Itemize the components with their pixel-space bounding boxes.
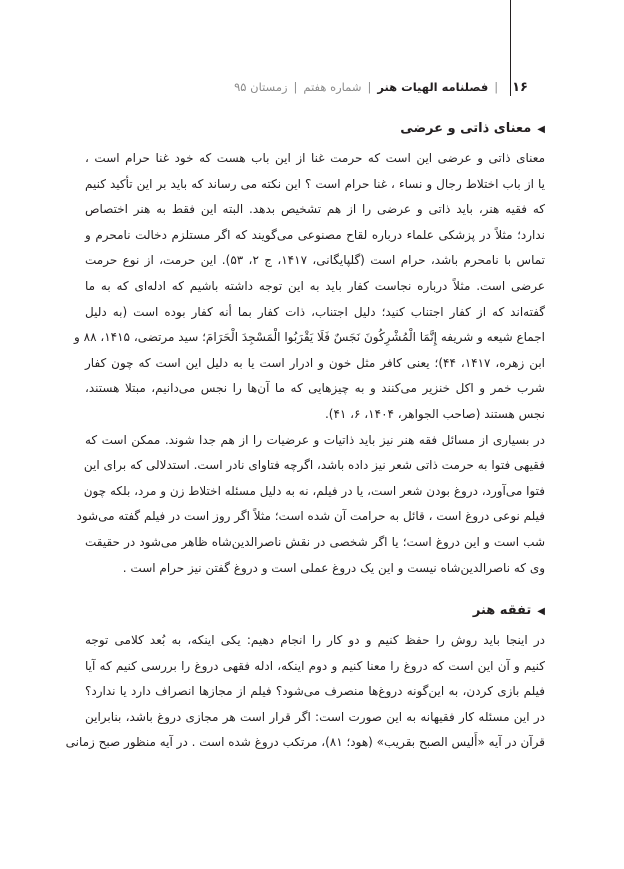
article-body (65, 117, 546, 756)
triangle-bullet-icon: ◀ (537, 606, 545, 618)
text-line: معنای ذاتی و عرضی این است که حرمت غنا از این باب هست که خود غنا حرام است ، (85, 151, 545, 165)
text-line: فیلم نوعی دروغ است ، قائل به حرامت آن شده است؛ مثلاً اگر روز است در فیلم گفته می‌شود (76, 509, 545, 524)
section-lines (65, 628, 545, 756)
text-line: فیلم بازی کردن، به این‌گونه دروغ‌ها منصرف می‌شود؟ فیلم از مجازها انصراف دارد یا ندارد؟ (85, 684, 545, 699)
text-line: که فقیه هنر، باید ذاتی و عرضی را از هم تشخیص بدهد. البته این فقط به هنر اختصاص (85, 202, 545, 217)
section-heading-text: تفقه هنر (472, 603, 532, 619)
text-line: ندارد؛ مثلاً در پزشکی علماء درباره لقاح مصنوعی می‌گویند که اگر مستلزم دخالت نامحرم و (85, 227, 545, 242)
triangle-bullet-icon: ◀ (537, 124, 545, 135)
section-heading (85, 599, 545, 624)
text-line: شب است و این دروغ است؛ یا اگر شخصی در نقش ناصرالدین‌شاه ظاهر می‌شود در حقیقت (85, 534, 545, 549)
section-art-jurisprudence (65, 599, 545, 756)
text-line: اجماع شیعه و شریفه إِنَّمَا الْمُشْرِکُونَ نَجَسٌ فَلَا یَقْرَبُوا الْمَسْجِدَ الْحَرَامَ؛ سید مرتضی، ۱۴۱۵، ۸۸ و (74, 330, 545, 345)
text-line: یا از باب اختلاط رجال و نساء ، غنا حرام است ؟ این نکته می رساند که باید بر این تأکید کنیم (85, 176, 545, 191)
text-line: گفته‌اند که از کفار اجتناب کنید؛ دلیل اجتناب، ذات کفار بما أنه کفار بوده است (به دلیل (85, 304, 545, 319)
header-separator: | (367, 80, 372, 94)
text-line: در اینجا باید روش را حفظ کنیم و دو کار را انجام دهیم: یکی اینکه، به بُعد کلامی توجه (85, 633, 545, 648)
text-line: نجس هستند (صاحب الجواهر، ۱۴۰۴، ۶، ۴۱). (324, 406, 545, 421)
text-line: عرضی است. مثلاً درباره نجاست کفار باید به این توجه داشته باشیم که ادله‌ای که به ما (85, 278, 545, 293)
text-line: در این مسئله کار فقیهانه به این صورت است: اگر قرار است هر مجازی دروغ باشد، بنابراین (85, 709, 545, 724)
text-line: شرب خمر و اکل خنزیر می‌کنند و به چیزهایی که ما آن‌ها را نجس می‌دانیم، مبتلا هستند، (85, 381, 545, 396)
text-line: در بسیاری از مسائل فقه هنر نیز باید ذاتیات و عرضیات را از هم جدا شوند. ممکن است که (85, 432, 545, 447)
section-heading (85, 117, 545, 142)
section-essential-accidental (74, 117, 546, 581)
running-header (234, 78, 528, 97)
header-separator: | (293, 80, 298, 94)
season-label: زمستان ۹۵ (234, 80, 288, 94)
page-number: ۱۶ (512, 80, 528, 95)
text-line: تماس با نامحرم باشد، حرام است (گلپایگانی، ۱۴۱۷، ج ۲، ۵۳). این حرمت، از نوع حرمت (85, 253, 546, 268)
text-line: کنیم و آن این است که دروغ را معنا کنیم و دوم اینکه، ادله فقهی دروغ را بررسی کنیم که آیا (85, 658, 545, 673)
text-line: فقیهی فتوا به حرمت ذاتی شعر نیز داده باشد، اگرچه فتاوای نادر است. استدلالی که برای این (83, 458, 545, 473)
issue-label: شماره هفتم (303, 80, 362, 94)
section-gap (85, 581, 545, 599)
journal-title: فصلنامه الهیات هنر (377, 80, 489, 94)
text-line: ابن زهره، ۱۴۱۷، ۴۴)؛ یعنی کافر مثل خون و ادرار است یا به دلیل این است که چون کفار (85, 355, 545, 370)
section-lines (74, 146, 546, 581)
text-line: فتوا می‌آورد، دروغ بودن شعر است، یا در فیلم، نه به دلیل مسئله اختلاط زن و مرد، بلکه چون (83, 483, 545, 498)
header-separator: | (494, 80, 499, 94)
text-line: وی که ناصرالدین‌شاه نیست و این یک دروغ عملی است و دروغ گفتن نیز حرام است . (122, 560, 545, 575)
section-heading-text: معنای ذاتی و عرضی (400, 121, 532, 136)
text-line: قرآن در آیه «أَلیس الصبح بقریب» (هود؛ ۸۱)، مرتکب دروغ شده است . در آیه منظور صبح زمانی (65, 735, 545, 750)
